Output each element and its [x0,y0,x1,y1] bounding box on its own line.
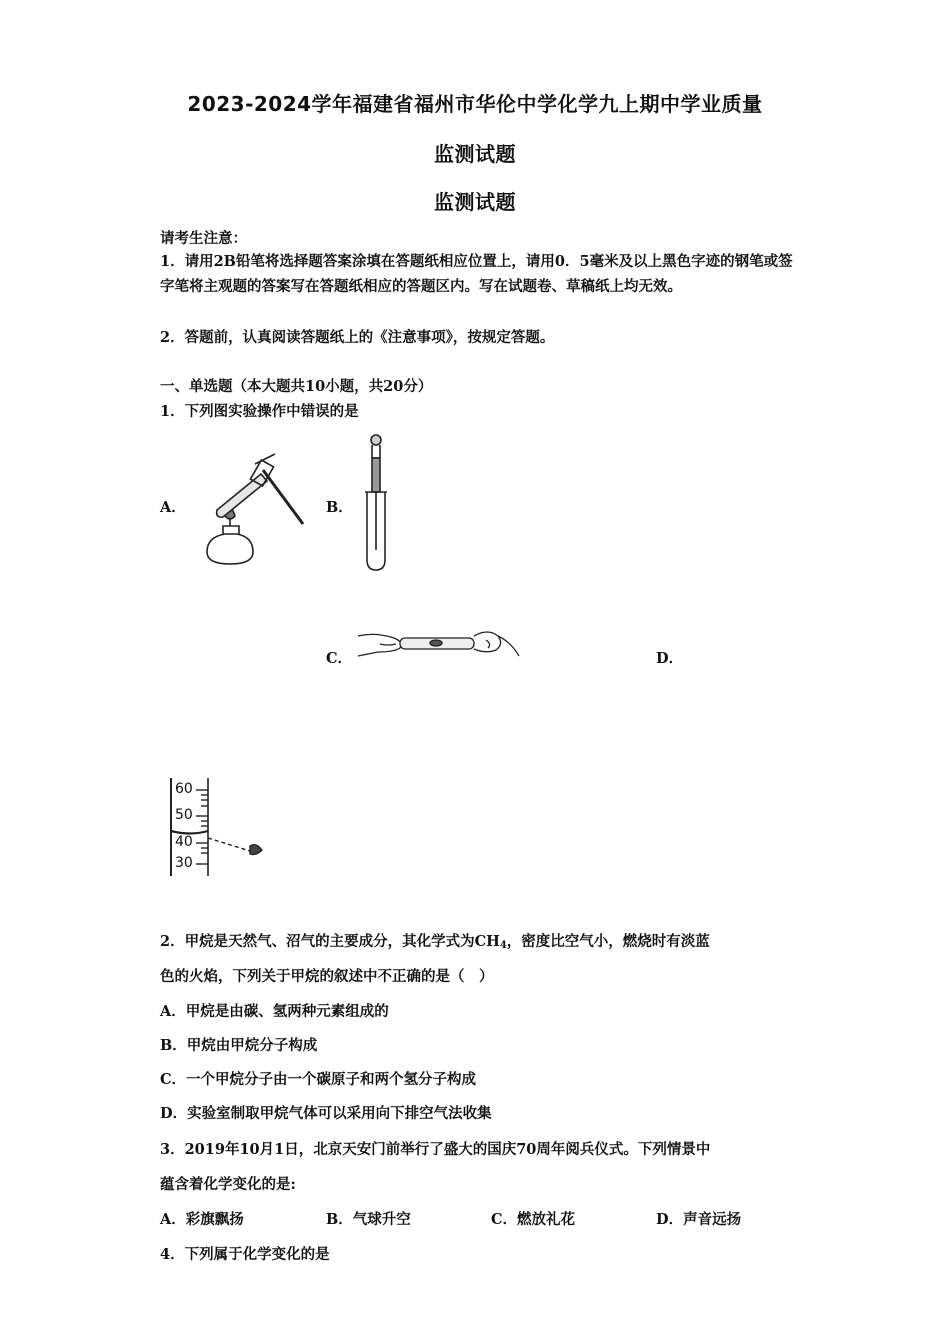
q3-option-c: C．燃放礼花 [491,1211,576,1228]
q3-stem-line1: 3．2019年10月1日，北京天安门前举行了盛大的国庆70周年阅兵仪式。下列情景中 [160,1141,711,1158]
q1-option-b-label: B． [326,499,353,516]
q1-figure-a-heating-tube [195,452,315,572]
q2-option-a: A．甲烷是由碳、氢两种元素组成的 [160,1003,389,1020]
doc-title-line2: 监测试题 [434,142,516,166]
doc-title-line1: 2023-2024学年福建省福州市华伦中学化学九上期中学业质量 [187,92,763,116]
q3-option-a: A．彩旗飘扬 [160,1211,244,1228]
q2-option-b: B．甲烷由甲烷分子构成 [160,1037,318,1054]
cylinder-tick-40: 40 [175,834,193,850]
q1-figure-c-hands-with-tube [356,626,521,664]
doc-title-line3: 监测试题 [434,190,516,214]
q1-option-d-label: D． [656,650,684,667]
q4-stem: 4．下列属于化学变化的是 [160,1246,330,1263]
notice-heading: 请考生注意： [160,230,247,247]
q1-option-c-label: C． [326,650,353,667]
q2-option-c: C．一个甲烷分子由一个碳原子和两个氢分子构成 [160,1071,477,1088]
q1-figure-b-dropper-in-tube [355,432,395,574]
q2-option-d: D．实验室制取甲烷气体可以采用向下排空气法收集 [160,1105,492,1122]
section-heading: 一、单选题（本大题共10小题，共20分） [160,378,433,395]
q2-stem-line2: 色的火焰，下列关于甲烷的叙述中不正确的是（ ） [160,968,494,985]
q3-stem-line2: 蕴含着化学变化的是: [160,1176,296,1193]
q3-option-b: B．气球升空 [326,1211,411,1228]
q3-option-d: D．声音远扬 [656,1211,742,1228]
q2-stem-line1: 2．甲烷是天然气、沼气的主要成分，其化学式为$CH_4$，密度比空气小，燃烧时有淡蓝 [160,933,710,951]
cylinder-tick-50: 50 [175,807,193,823]
notice-item-2: 2．答题前，认真阅读答题纸上的《注意事项》，按规定答题。 [160,329,555,346]
cylinder-tick-30: 30 [175,855,193,871]
notice-item-1: 1．请用2B铅笔将选择题答案涂填在答题纸相应位置上，请用0．5毫米及以上黑色字迹的钢笔或签字笔将主观题的答案写在答题纸相应的答题区内。写在试题卷、草稿纸上均无效。 [160,253,793,295]
cylinder-tick-60: 60 [175,781,193,797]
q1-option-a-label: A． [160,499,186,516]
q1-stem: 1．下列图实验操作中错误的是 [160,403,359,420]
